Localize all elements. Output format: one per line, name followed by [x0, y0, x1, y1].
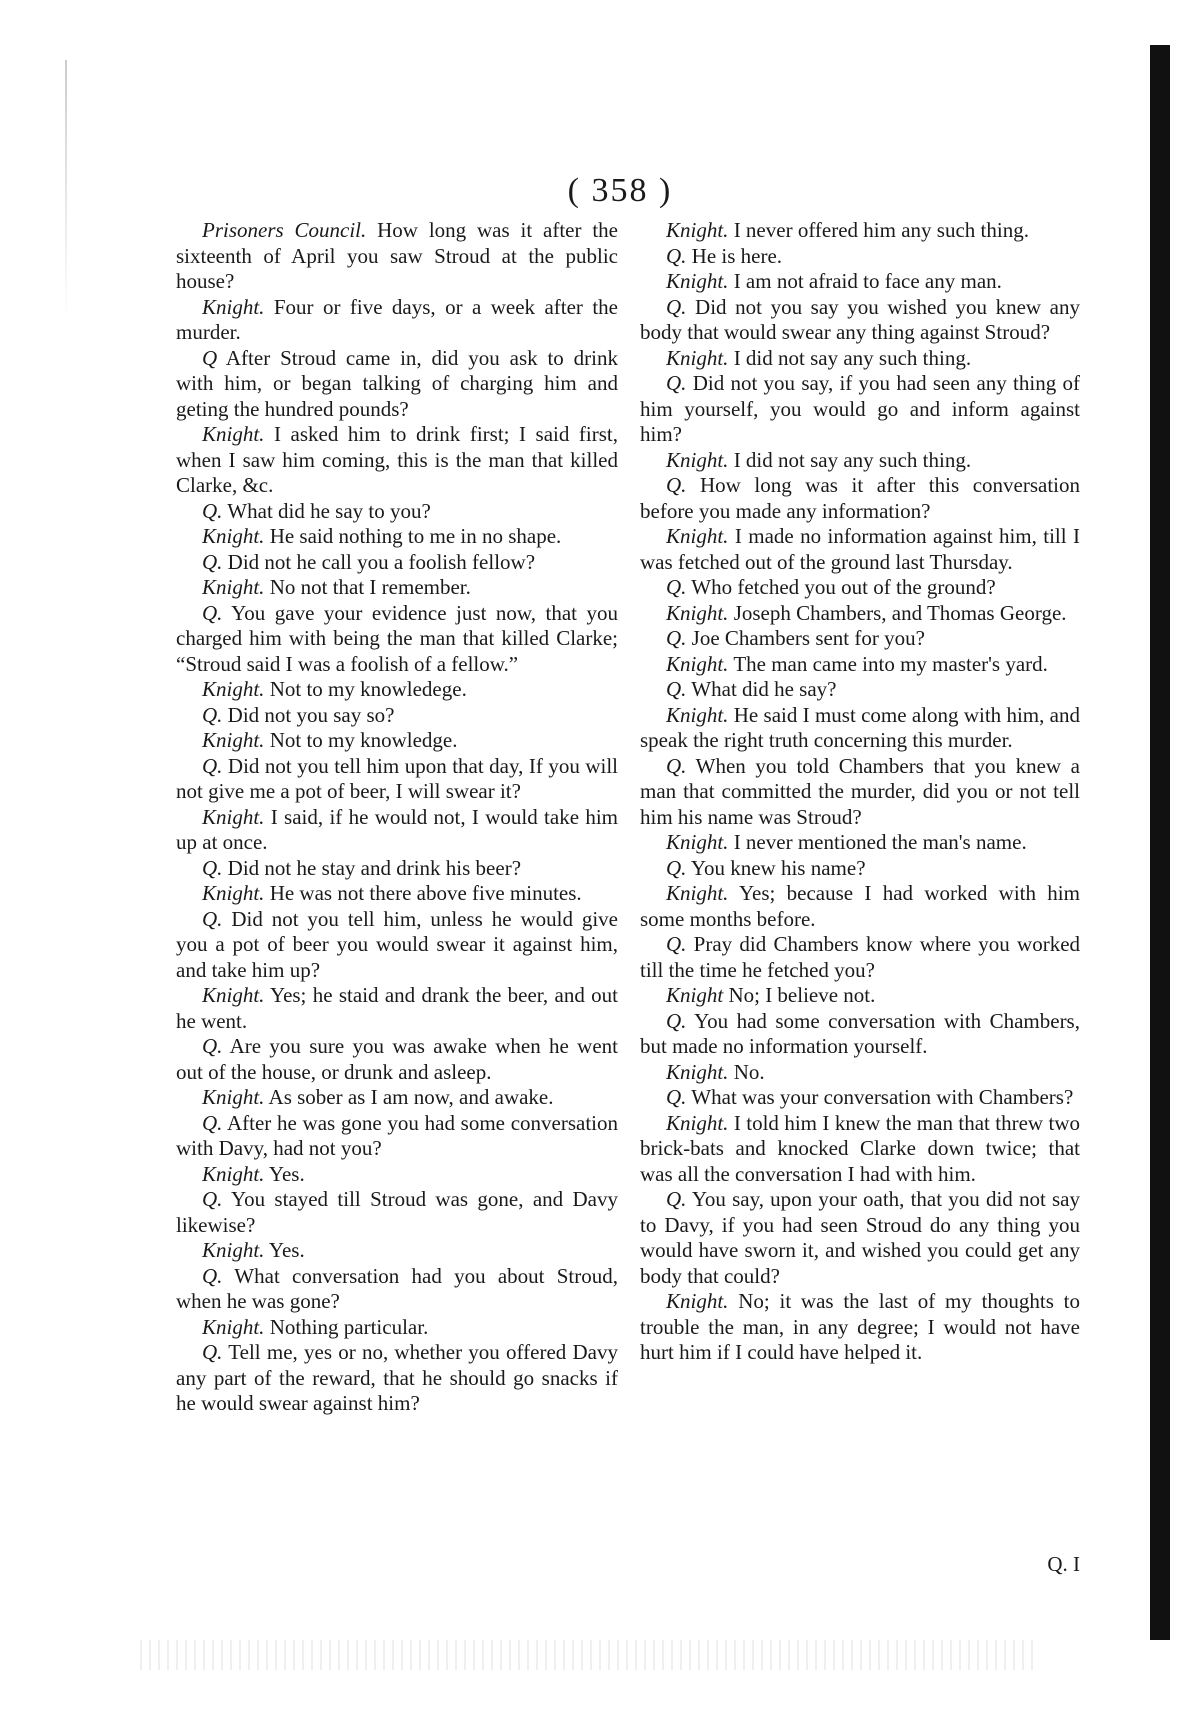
speaker-label: Q. [202, 549, 223, 574]
right-column [640, 218, 1080, 1366]
testimony-paragraph [640, 881, 1080, 932]
testimony-paragraph [640, 1289, 1080, 1366]
testimony-paragraph [640, 524, 1080, 575]
testimony-text: You knew his name? [690, 855, 866, 880]
speaker-label: Q. [666, 1008, 687, 1033]
testimony-text: No; I believe not. [728, 983, 876, 1007]
testimony-paragraph [640, 218, 1080, 244]
testimony-paragraph [640, 371, 1080, 448]
speaker-label: Knight. [666, 1110, 729, 1135]
testimony-text: What did he say to you? [227, 498, 431, 523]
speaker-label: Knight. [202, 881, 265, 905]
testimony-paragraph [176, 601, 618, 678]
left-column [176, 218, 618, 1417]
speaker-label: Q. [202, 498, 223, 523]
testimony-text: I never offered him any such thing. [733, 218, 1029, 242]
speaker-label: Knight. [202, 804, 265, 829]
testimony-paragraph [176, 881, 618, 907]
speaker-label: Knight. [666, 651, 729, 676]
testimony-paragraph [176, 983, 618, 1034]
speaker-label: Q. [202, 1110, 223, 1135]
testimony-paragraph [640, 1111, 1080, 1188]
speaker-label: Knight. [666, 1289, 729, 1313]
testimony-paragraph [176, 1111, 618, 1162]
speaker-label: Q. [202, 753, 223, 778]
testimony-text: Not to my knowledege. [269, 677, 467, 701]
testimony-paragraph [640, 830, 1080, 856]
testimony-paragraph [176, 1162, 618, 1188]
speaker-label: Prisoners Council. [202, 218, 367, 242]
speaker-label: Knight. [666, 218, 729, 242]
testimony-paragraph [640, 473, 1080, 524]
speaker-label: Knight. [666, 447, 729, 472]
speaker-label: Knight. [202, 677, 265, 701]
testimony-paragraph [176, 1034, 618, 1085]
testimony-text: He was not there above five minutes. [269, 881, 582, 905]
testimony-text: He is here. [691, 243, 783, 268]
speaker-label: Knight [666, 983, 724, 1007]
page-number: ( 358 ) [567, 172, 673, 209]
testimony-paragraph [640, 244, 1080, 270]
testimony-text: The man came into my master's yard. [733, 651, 1048, 676]
testimony-paragraph [176, 728, 618, 754]
testimony-text: Joseph Chambers, and Thomas George. [733, 600, 1067, 625]
speaker-label: Knight. [202, 1161, 265, 1186]
testimony-paragraph [176, 805, 618, 856]
testimony-paragraph [640, 652, 1080, 678]
testimony-text: No not that I remember. [269, 575, 471, 599]
testimony-paragraph [176, 422, 618, 499]
testimony-text: Did not you say so? [227, 702, 395, 727]
speaker-label: Q. [666, 626, 687, 650]
speaker-label: Knight. [202, 422, 265, 446]
testimony-text: Not to my knowledge. [269, 728, 458, 752]
testimony-paragraph [176, 677, 618, 703]
testimony-text: What conversation had you about Stroud, when he was gone? [176, 1263, 619, 1313]
testimony-text: How long was it after the sixteenth of April you saw Stroud at the public house? [176, 218, 619, 293]
testimony-paragraph [176, 1187, 618, 1238]
testimony-text: No; it was the last of my thoughts to trouble the man, in any degree; I would not have hurt him if I could have helped it. [640, 1289, 1081, 1364]
testimony-text: As sober as I am now, and awake. [268, 1085, 554, 1109]
speaker-label: Knight. [666, 524, 729, 548]
speaker-label: Knight. [202, 294, 265, 319]
testimony-paragraph [640, 677, 1080, 703]
testimony-paragraph [176, 856, 618, 882]
speaker-label: Q. [666, 243, 687, 268]
testimony-paragraph [176, 1315, 618, 1341]
speaker-label: Q. [202, 1187, 223, 1211]
testimony-text: Pray did Chambers know where you worked till the time he fetched you? [640, 932, 1081, 982]
page-border-bar [1150, 45, 1170, 1640]
scan-noise [140, 1640, 1040, 1670]
testimony-text: I did not say any such thing. [733, 345, 972, 370]
speaker-label: Q. [666, 294, 687, 319]
testimony-text: Who fetched you out of the ground? [691, 575, 996, 599]
testimony-text: Tell me, yes or no, whether you offered Davy any part of the reward, that he should go snacks if he would swear against him? [176, 1340, 618, 1415]
testimony-text: Yes; he staid and drank the beer, and out he went. [176, 983, 618, 1033]
speaker-label: Knight. [202, 524, 265, 548]
testimony-text: When you told Chambers that you knew a man that committed the murder, did you or not tell him his name was Stroud? [640, 753, 1080, 829]
testimony-paragraph [176, 1264, 618, 1315]
testimony-paragraph [176, 1085, 618, 1111]
testimony-text: Did not you tell him, unless he would give you a pot of beer you would swear it against him, and take him up? [176, 906, 618, 982]
speaker-label: Knight. [202, 1314, 265, 1339]
speaker-label: Q. [202, 702, 223, 727]
testimony-paragraph [640, 295, 1080, 346]
speaker-label: Knight. [666, 1059, 729, 1084]
testimony-paragraph [640, 856, 1080, 882]
speaker-label: Q. [666, 855, 687, 880]
speaker-label: Q. [202, 1263, 223, 1288]
testimony-text: Nothing particular. [269, 1314, 429, 1339]
testimony-text: Yes. [268, 1161, 305, 1186]
testimony-paragraph [640, 703, 1080, 754]
testimony-text: Did not he call you a foolish fellow? [227, 549, 536, 574]
speaker-label: Q. [666, 1187, 687, 1211]
testimony-text: I asked him to drink first; I said first, when I saw him coming, this is the man that killed Clarke, &c. [176, 422, 619, 497]
speaker-label: Q. [666, 371, 687, 395]
testimony-text: You gave your evidence just now, that you charged him with being the man that killed Clarke; “Stroud said I was a foolish of a fellow.” [176, 600, 618, 676]
testimony-paragraph [640, 448, 1080, 474]
testimony-text: Yes; because I had worked with him some months before. [640, 881, 1080, 931]
testimony-text: Yes. [268, 1238, 305, 1262]
testimony-paragraph [640, 1060, 1080, 1086]
speaker-label: Q. [202, 1034, 223, 1058]
testimony-text: You stayed till Stroud was gone, and Davy likewise? [176, 1187, 618, 1237]
page-edge-shadow [65, 60, 67, 320]
testimony-text: You say, upon your oath, that you did not say to Davy, if you had seen Stroud do any thing you would have sworn it, and wished you could get any body that could? [640, 1187, 1080, 1288]
speaker-label: Q. [666, 932, 687, 956]
speaker-label: Q [202, 345, 218, 370]
testimony-paragraph [640, 601, 1080, 627]
testimony-paragraph [176, 1340, 618, 1417]
speaker-label: Q. [202, 600, 223, 625]
testimony-paragraph [176, 295, 618, 346]
speaker-label: Knight. [202, 983, 265, 1007]
speaker-label: Knight. [202, 1238, 265, 1262]
testimony-paragraph [176, 499, 618, 525]
testimony-text: I told him I knew the man that threw two brick-bats and knocked Clarke down twice; that was all the conversation I had with him. [640, 1110, 1080, 1186]
testimony-paragraph [640, 1187, 1080, 1289]
testimony-text: Did not you say, if you had seen any thing of him yourself, you would go and inform against him? [640, 371, 1080, 446]
testimony-text: I said, if he would not, I would take him up at once. [176, 804, 618, 854]
testimony-paragraph [640, 269, 1080, 295]
speaker-label: Knight. [666, 600, 729, 625]
speaker-label: Q. [666, 753, 687, 778]
speaker-label: Q. [202, 1340, 223, 1364]
speaker-label: Knight. [666, 881, 729, 905]
testimony-text: Did not you tell him upon that day, If you will not give me a pot of beer, I will swear it? [176, 753, 619, 803]
testimony-text: Four or five days, or a week after the murder. [176, 294, 619, 344]
testimony-text: What was your conversation with Chambers? [691, 1085, 1074, 1109]
speaker-label: Knight. [666, 702, 729, 727]
testimony-paragraph [640, 626, 1080, 652]
testimony-text: I made no information against him, till I was fetched out of the ground last Thursday. [640, 524, 1080, 574]
testimony-paragraph [176, 703, 618, 729]
testimony-text: I am not afraid to face any man. [733, 269, 1002, 293]
testimony-paragraph [640, 1085, 1080, 1111]
testimony-paragraph [176, 524, 618, 550]
speaker-label: Knight. [202, 575, 265, 599]
speaker-label: Q. [666, 575, 687, 599]
testimony-paragraph [176, 346, 618, 423]
speaker-label: Knight. [666, 830, 729, 854]
speaker-label: Q. [666, 473, 687, 497]
testimony-paragraph [176, 218, 618, 295]
testimony-paragraph [640, 346, 1080, 372]
testimony-text: Are you sure you was awake when he went out of the house, or drunk and asleep. [176, 1034, 619, 1084]
testimony-paragraph [176, 1238, 618, 1264]
testimony-text: He said I must come along with him, and speak the right truth concerning this murder. [640, 702, 1081, 752]
testimony-paragraph [640, 754, 1080, 831]
testimony-text: Did not he stay and drink his beer? [227, 855, 522, 880]
speaker-label: Q. [666, 1085, 687, 1109]
testimony-paragraph [640, 983, 1080, 1009]
testimony-paragraph [176, 550, 618, 576]
testimony-text: Did not you say you wished you knew any body that would swear any thing against Stroud? [640, 294, 1080, 344]
testimony-text: What did he say? [691, 677, 837, 701]
speaker-label: Knight. [202, 1085, 265, 1109]
testimony-text: He said nothing to me in no shape. [269, 524, 562, 548]
speaker-label: Knight. [666, 269, 729, 293]
speaker-label: Knight. [666, 345, 729, 370]
catchword: Q. I [1047, 1552, 1080, 1576]
testimony-text: After Stroud came in, did you ask to drink with him, or began talking of charging him and geting the hundred pounds? [176, 345, 619, 421]
speaker-label: Q. [666, 677, 687, 701]
testimony-paragraph [640, 932, 1080, 983]
speaker-label: Q. [202, 906, 223, 931]
testimony-text: How long was it after this conversation before you made any information? [640, 473, 1081, 523]
testimony-text: I did not say any such thing. [733, 447, 972, 472]
testimony-text: After he was gone you had some conversation with Davy, had not you? [176, 1110, 618, 1160]
testimony-text: You had some conversation with Chambers, but made no information yourself. [640, 1008, 1080, 1058]
testimony-paragraph [176, 754, 618, 805]
testimony-paragraph [176, 907, 618, 984]
testimony-text: I never mentioned the man's name. [733, 830, 1027, 854]
testimony-text: No. [733, 1059, 765, 1084]
speaker-label: Knight. [202, 728, 265, 752]
testimony-paragraph [176, 575, 618, 601]
testimony-paragraph [640, 1009, 1080, 1060]
testimony-paragraph [640, 575, 1080, 601]
testimony-text: Joe Chambers sent for you? [691, 626, 925, 650]
speaker-label: Q. [202, 855, 223, 880]
